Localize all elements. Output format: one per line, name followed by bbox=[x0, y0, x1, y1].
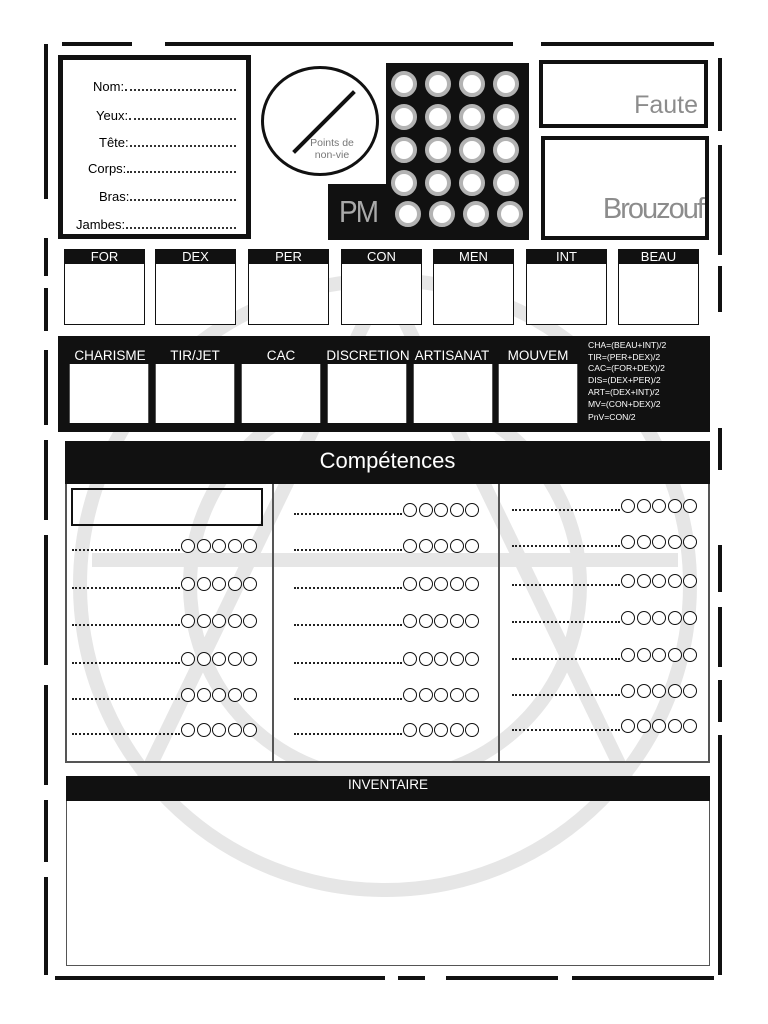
attribute-label: DEX bbox=[156, 249, 235, 264]
skill-rating-circle[interactable] bbox=[652, 535, 666, 549]
skill-name-line[interactable] bbox=[294, 624, 402, 626]
attribute-label: INT bbox=[527, 249, 606, 264]
formula-line: DIS=(DEX+PER)/2 bbox=[588, 375, 661, 386]
mental-point-circle[interactable] bbox=[459, 104, 485, 130]
inventory-title: INVENTAIRE bbox=[66, 776, 710, 801]
skill-rating-circle[interactable] bbox=[419, 539, 433, 553]
head-label: Tête: bbox=[99, 135, 129, 150]
skill-rating-circle[interactable] bbox=[228, 652, 242, 666]
formula-line: ART=(DEX+INT)/2 bbox=[588, 386, 660, 397]
derived-stat-label: ARTISANAT bbox=[414, 348, 490, 363]
arms-field[interactable] bbox=[67, 186, 236, 204]
attribute-label: MEN bbox=[434, 249, 513, 264]
skill-row[interactable] bbox=[72, 650, 257, 666]
attribute-label: PER bbox=[249, 249, 328, 264]
mental-point-circle[interactable] bbox=[497, 201, 523, 227]
skill-rating-circle[interactable] bbox=[621, 719, 635, 733]
skill-rating-circle[interactable] bbox=[668, 499, 682, 513]
skill-rating-circle[interactable] bbox=[465, 503, 479, 517]
skill-rating-circle[interactable] bbox=[434, 577, 448, 591]
name-field[interactable] bbox=[67, 76, 236, 94]
skill-rating-circle[interactable] bbox=[181, 614, 195, 628]
identity-panel bbox=[58, 55, 251, 239]
skill-rating-circle[interactable] bbox=[652, 719, 666, 733]
skill-rating-circle[interactable] bbox=[621, 535, 635, 549]
skill-rating-circle[interactable] bbox=[637, 684, 651, 698]
skill-rating-circle[interactable] bbox=[197, 577, 211, 591]
skill-row[interactable] bbox=[294, 537, 479, 553]
legs-label: Jambes: bbox=[76, 217, 126, 232]
mental-point-circle[interactable] bbox=[391, 137, 417, 163]
mental-point-circle[interactable] bbox=[493, 71, 519, 97]
skill-rating-circle[interactable] bbox=[197, 688, 211, 702]
skill-rating-circle[interactable] bbox=[683, 719, 697, 733]
skill-rating-circle[interactable] bbox=[465, 577, 479, 591]
skill-rating-circle[interactable] bbox=[228, 577, 242, 591]
skill-rating-circle[interactable] bbox=[181, 652, 195, 666]
skill-rating-circle[interactable] bbox=[403, 688, 417, 702]
formula-line: CAC=(FOR+DEX)/2 bbox=[588, 363, 665, 374]
skill-rating-circle[interactable] bbox=[683, 611, 697, 625]
skill-row[interactable] bbox=[72, 612, 257, 628]
skill-rating-circle[interactable] bbox=[652, 648, 666, 662]
skill-rating-circle[interactable] bbox=[450, 614, 464, 628]
skill-rating-circle[interactable] bbox=[652, 499, 666, 513]
skill-name-line[interactable] bbox=[512, 621, 620, 623]
skill-row[interactable] bbox=[294, 575, 479, 591]
skill-row[interactable] bbox=[294, 501, 479, 517]
skill-rating-circle[interactable] bbox=[683, 499, 697, 513]
skill-rating-circle[interactable] bbox=[450, 723, 464, 737]
mental-point-circle[interactable] bbox=[493, 104, 519, 130]
mental-point-circle[interactable] bbox=[391, 104, 417, 130]
skill-row[interactable] bbox=[72, 537, 257, 553]
skill-rating-circle[interactable] bbox=[637, 719, 651, 733]
fault-label: Faute bbox=[634, 91, 698, 119]
non-life-points-circle[interactable] bbox=[261, 66, 379, 176]
skill-rating-circle[interactable] bbox=[465, 723, 479, 737]
skill-name-line[interactable] bbox=[72, 549, 180, 551]
skill-rating-circle[interactable] bbox=[181, 688, 195, 702]
mental-point-circle[interactable] bbox=[459, 137, 485, 163]
skill-rating-circle[interactable] bbox=[403, 503, 417, 517]
skill-name-line[interactable] bbox=[512, 509, 620, 511]
head-field[interactable] bbox=[67, 132, 236, 150]
formula-line: MV=(CON+DEX)/2 bbox=[588, 398, 661, 409]
skill-name-line[interactable] bbox=[72, 624, 180, 626]
skill-rating-circle[interactable] bbox=[621, 648, 635, 662]
skill-rating-circle[interactable] bbox=[212, 539, 226, 553]
mental-point-circle[interactable] bbox=[463, 201, 489, 227]
skill-rating-circle[interactable] bbox=[197, 539, 211, 553]
skill-rating-circle[interactable] bbox=[683, 684, 697, 698]
skill-row[interactable] bbox=[72, 686, 257, 702]
skill-rating-circle[interactable] bbox=[228, 723, 242, 737]
skill-rating-circle[interactable] bbox=[465, 614, 479, 628]
skill-rating-circle[interactable] bbox=[243, 652, 257, 666]
skill-rating-circle[interactable] bbox=[621, 684, 635, 698]
derived-stat-label: TIR/JET bbox=[170, 348, 220, 363]
mental-point-circle[interactable] bbox=[493, 170, 519, 196]
derived-stat-cac bbox=[241, 348, 321, 364]
derived-stat-tir-jet bbox=[155, 348, 235, 364]
skill-rating-circle[interactable] bbox=[450, 652, 464, 666]
mental-point-circle[interactable] bbox=[425, 137, 451, 163]
skill-rating-circle[interactable] bbox=[243, 614, 257, 628]
skill-rating-circle[interactable] bbox=[683, 574, 697, 588]
derived-stats-panel bbox=[58, 336, 710, 432]
derived-stat-label: DISCRETION bbox=[326, 348, 410, 363]
skill-row[interactable] bbox=[294, 686, 479, 702]
skill-name-line[interactable] bbox=[72, 662, 180, 664]
mental-point-circle[interactable] bbox=[425, 104, 451, 130]
attribute-label: FOR bbox=[65, 249, 144, 264]
fault-box[interactable] bbox=[539, 60, 708, 128]
skill-rating-circle[interactable] bbox=[668, 684, 682, 698]
attribute-box-dex[interactable] bbox=[155, 249, 236, 325]
skill-rating-circle[interactable] bbox=[243, 723, 257, 737]
skill-rating-circle[interactable] bbox=[668, 648, 682, 662]
attribute-box-per[interactable] bbox=[248, 249, 329, 325]
skill-rating-circle[interactable] bbox=[450, 577, 464, 591]
skill-rating-circle[interactable] bbox=[465, 652, 479, 666]
skill-rating-circle[interactable] bbox=[197, 614, 211, 628]
formula-line: PnV=CON/2 bbox=[588, 412, 636, 423]
derived-stat-box-discretion[interactable] bbox=[327, 364, 407, 423]
skill-name-line[interactable] bbox=[72, 698, 180, 700]
skill-name-line[interactable] bbox=[512, 545, 620, 547]
skill-rating-circle[interactable] bbox=[434, 503, 448, 517]
skill-rating-circle[interactable] bbox=[212, 652, 226, 666]
skill-rating-circle[interactable] bbox=[419, 503, 433, 517]
derived-stat-artisanat bbox=[411, 348, 493, 364]
derived-stat-discretion bbox=[325, 348, 411, 364]
skill-name-line[interactable] bbox=[294, 733, 402, 735]
body-field[interactable] bbox=[67, 158, 236, 176]
attribute-box-con[interactable] bbox=[341, 249, 422, 325]
inventory-area[interactable] bbox=[66, 801, 710, 966]
skill-rating-circle[interactable] bbox=[403, 614, 417, 628]
skill-rating-circle[interactable] bbox=[243, 688, 257, 702]
skill-row[interactable] bbox=[512, 682, 697, 698]
skill-rating-circle[interactable] bbox=[621, 574, 635, 588]
skill-rating-circle[interactable] bbox=[621, 499, 635, 513]
skill-name-line[interactable] bbox=[512, 729, 620, 731]
skill-rating-circle[interactable] bbox=[419, 652, 433, 666]
skill-name-line[interactable] bbox=[72, 733, 180, 735]
formula-line: TIR=(PER+DEX)/2 bbox=[588, 351, 661, 362]
mental-point-circle[interactable] bbox=[459, 170, 485, 196]
skill-row[interactable] bbox=[512, 497, 697, 513]
skill-rating-circle[interactable] bbox=[652, 611, 666, 625]
skill-row[interactable] bbox=[294, 612, 479, 628]
skill-rating-circle[interactable] bbox=[637, 574, 651, 588]
derived-stat-box-tir-jet[interactable] bbox=[155, 364, 235, 423]
formula-line: CHA=(BEAU+INT)/2 bbox=[588, 340, 667, 350]
skill-rating-circle[interactable] bbox=[450, 503, 464, 517]
skill-rating-circle[interactable] bbox=[212, 614, 226, 628]
derived-stat-label: CAC bbox=[266, 348, 296, 363]
skill-row[interactable] bbox=[512, 646, 697, 662]
skill-rating-circle[interactable] bbox=[637, 611, 651, 625]
skill-row[interactable] bbox=[512, 533, 697, 549]
skill-rating-circle[interactable] bbox=[668, 535, 682, 549]
skill-rating-circle[interactable] bbox=[212, 688, 226, 702]
eyes-label: Yeux: bbox=[96, 108, 129, 123]
skill-rating-circle[interactable] bbox=[228, 614, 242, 628]
mental-point-circle[interactable] bbox=[425, 170, 451, 196]
skill-rating-circle[interactable] bbox=[403, 577, 417, 591]
derived-stat-charisme bbox=[70, 348, 150, 364]
skill-rating-circle[interactable] bbox=[243, 577, 257, 591]
skill-rating-circle[interactable] bbox=[465, 539, 479, 553]
skill-rating-circle[interactable] bbox=[450, 539, 464, 553]
skill-row[interactable] bbox=[512, 717, 697, 733]
skill-rating-circle[interactable] bbox=[419, 723, 433, 737]
skill-rating-circle[interactable] bbox=[181, 577, 195, 591]
skill-rating-circle[interactable] bbox=[212, 577, 226, 591]
skill-name-line[interactable] bbox=[512, 658, 620, 660]
skill-rating-circle[interactable] bbox=[465, 688, 479, 702]
mental-points-label: PM bbox=[339, 194, 378, 229]
legs-field[interactable] bbox=[67, 214, 236, 232]
derived-stat-box-cac[interactable] bbox=[241, 364, 321, 423]
skill-name-line[interactable] bbox=[72, 587, 180, 589]
skill-row[interactable] bbox=[512, 572, 697, 588]
skill-rating-circle[interactable] bbox=[181, 539, 195, 553]
mental-point-circle[interactable] bbox=[425, 71, 451, 97]
attribute-label: CON bbox=[342, 249, 421, 264]
skill-rating-circle[interactable] bbox=[637, 648, 651, 662]
currency-label: Brouzouf bbox=[602, 193, 703, 225]
skill-rating-circle[interactable] bbox=[668, 719, 682, 733]
skill-row[interactable] bbox=[294, 721, 479, 737]
attribute-box-men[interactable] bbox=[433, 249, 514, 325]
skill-row[interactable] bbox=[294, 650, 479, 666]
currency-box[interactable] bbox=[541, 136, 709, 240]
skill-rating-circle[interactable] bbox=[621, 611, 635, 625]
mental-point-circle[interactable] bbox=[395, 201, 421, 227]
attribute-box-for[interactable] bbox=[64, 249, 145, 325]
skill-rating-circle[interactable] bbox=[637, 499, 651, 513]
mental-point-circle[interactable] bbox=[459, 71, 485, 97]
skill-rating-circle[interactable] bbox=[419, 614, 433, 628]
derived-stat-label: MOUVEM bbox=[507, 348, 569, 363]
attribute-label: BEAU bbox=[619, 249, 698, 264]
skill-rating-circle[interactable] bbox=[652, 684, 666, 698]
derived-formulas bbox=[588, 340, 666, 424]
skill-name-line[interactable] bbox=[294, 513, 402, 515]
body-label: Corps: bbox=[88, 161, 127, 176]
mental-point-circle[interactable] bbox=[493, 137, 519, 163]
skill-rating-circle[interactable] bbox=[243, 539, 257, 553]
skill-rating-circle[interactable] bbox=[434, 652, 448, 666]
skill-rating-circle[interactable] bbox=[228, 539, 242, 553]
skill-rating-circle[interactable] bbox=[683, 535, 697, 549]
skill-rating-circle[interactable] bbox=[403, 723, 417, 737]
derived-stat-box-mouvem[interactable] bbox=[498, 364, 578, 423]
skills-column-divider bbox=[272, 484, 274, 762]
skills-header-field[interactable] bbox=[71, 488, 263, 526]
attribute-box-beau[interactable] bbox=[618, 249, 699, 325]
skill-rating-circle[interactable] bbox=[197, 723, 211, 737]
skill-row[interactable] bbox=[72, 575, 257, 591]
skill-rating-circle[interactable] bbox=[652, 574, 666, 588]
skill-rating-circle[interactable] bbox=[637, 535, 651, 549]
attribute-box-int[interactable] bbox=[526, 249, 607, 325]
skill-rating-circle[interactable] bbox=[228, 688, 242, 702]
name-label: Nom: bbox=[93, 79, 125, 94]
skill-name-line[interactable] bbox=[294, 549, 402, 551]
skill-name-line[interactable] bbox=[512, 694, 620, 696]
skill-rating-circle[interactable] bbox=[434, 688, 448, 702]
skill-row[interactable] bbox=[72, 721, 257, 737]
skill-rating-circle[interactable] bbox=[683, 648, 697, 662]
skill-rating-circle[interactable] bbox=[434, 723, 448, 737]
skill-rating-circle[interactable] bbox=[450, 688, 464, 702]
skill-rating-circle[interactable] bbox=[668, 574, 682, 588]
mental-point-circle[interactable] bbox=[429, 201, 455, 227]
skill-rating-circle[interactable] bbox=[434, 539, 448, 553]
skill-rating-circle[interactable] bbox=[668, 611, 682, 625]
derived-stat-box-charisme[interactable] bbox=[69, 364, 149, 423]
skill-name-line[interactable] bbox=[294, 662, 402, 664]
derived-stat-label: CHARISME bbox=[74, 348, 146, 363]
skill-name-line[interactable] bbox=[294, 587, 402, 589]
mental-point-circle[interactable] bbox=[391, 170, 417, 196]
skill-rating-circle[interactable] bbox=[403, 539, 417, 553]
skill-rating-circle[interactable] bbox=[212, 723, 226, 737]
skill-row[interactable] bbox=[512, 609, 697, 625]
derived-stat-box-artisanat[interactable] bbox=[413, 364, 493, 423]
arms-label: Bras: bbox=[99, 189, 130, 204]
skills-column-divider bbox=[498, 484, 500, 762]
skill-name-line[interactable] bbox=[294, 698, 402, 700]
skill-rating-circle[interactable] bbox=[181, 723, 195, 737]
skill-name-line[interactable] bbox=[512, 584, 620, 586]
skill-rating-circle[interactable] bbox=[419, 688, 433, 702]
skill-rating-circle[interactable] bbox=[403, 652, 417, 666]
skill-rating-circle[interactable] bbox=[419, 577, 433, 591]
eyes-field[interactable] bbox=[67, 105, 236, 123]
non-life-points-label: Points de non-vie bbox=[310, 137, 354, 161]
skill-rating-circle[interactable] bbox=[197, 652, 211, 666]
skills-title: Compétences bbox=[65, 441, 710, 484]
skill-rating-circle[interactable] bbox=[434, 614, 448, 628]
mental-point-circle[interactable] bbox=[391, 71, 417, 97]
derived-stat-mouvem bbox=[498, 348, 578, 364]
